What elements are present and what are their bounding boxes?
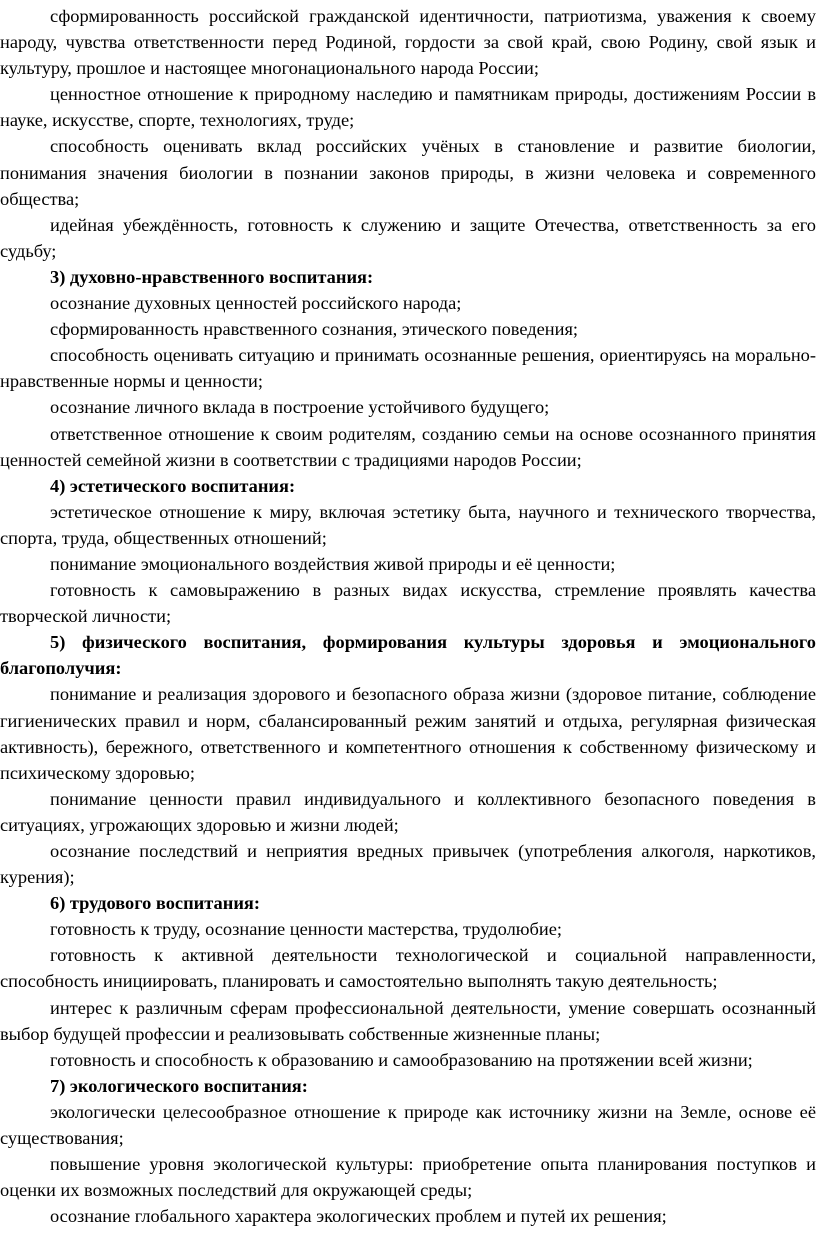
paragraph-career-choice: интерес к различным сферам профессиональной деятельности, умение совершать осознанный выбор будущей профессии и реализовывать собственные жизненные планы; [0,997,816,1044]
paragraph-global-problems: осознание глобального характера экологических проблем и путей их решения; [50,1206,667,1227]
paragraph-aesthetic-attitude: эстетическое отношение к миру, включая эстетику быта, научного и технического творчества, спорта, труда, общественных отношений; [0,501,816,548]
paragraph-civic-identity: сформированность российской гражданской идентичности, патриотизма, уважения к своему народу, чувства ответственности перед Родиной, гордости за свой край, свою Родину, свой язык и культуру, прошлое и настоящее многонационального народа России; [0,6,816,79]
paragraph-family-values: ответственное отношение к своим родителям, созданию семьи на основе осознанного принятия ценностей семейной жизни в соответствии с традициями народов России; [0,423,816,470]
paragraph-natural-heritage: ценностное отношение к природному наследию и памятникам природы, достижениям России в науке, искусстве, спорте, технологиях, труде; [0,84,816,131]
paragraph-bad-habits: осознание последствий и неприятия вредных привычек (употребления алкоголя, наркотиков, курения); [0,841,816,888]
paragraph-scientists-contribution: способность оценивать вклад российских учёных в становление и развитие биологии, понимания значения биологии в познании законов природы, в жизни человека и современного общества; [0,136,816,209]
paragraph-self-expression: готовность к самовыражению в разных видах искусства, стремление проявлять качества творческой личности; [0,580,816,627]
paragraph-active-activity: готовность к активной деятельности технологической и социальной направленности, способность инициировать, планировать и самостоятельно выполнять такую деятельность; [0,945,816,992]
section-heading-labor: 6) трудового воспитания: [50,893,261,914]
paragraph-informed-decisions: способность оценивать ситуацию и принимать осознанные решения, ориентируясь на морально-нравственные нормы и ценности; [0,345,816,392]
paragraph-ecological-culture: повышение уровня экологической культуры: приобретение опыта планирования поступков и оценки их возможных последствий для окружающей среды; [0,1154,816,1201]
paragraph-attitude-to-nature: экологически целесообразное отношение к природе как источнику жизни на Земле, основе её существования; [0,1101,816,1149]
paragraph-serving-fatherland: идейная убеждённость, готовность к служению и защите Отечества, ответственность за его судьбу; [0,214,816,261]
paragraph-spiritual-values: осознание духовных ценностей российского народа; [50,293,462,314]
section-heading-spiritual-moral: 3) духовно-нравственного воспитания: [50,266,374,287]
paragraph-safe-behavior: понимание ценности правил индивидуального и коллективного безопасного поведения в ситуациях, угрожающих здоровью и жизни людей; [0,788,816,835]
paragraph-healthy-lifestyle: понимание и реализация здорового и безопасного образа жизни (здоровое питание, соблюдение гигиенических правил и норм, сбалансированный режим занятий и отдыха, регулярная физическая активность), бережного, ответственного и компетентного отношения к собственному физическому и психическому здоровью; [0,684,816,783]
paragraph-moral-consciousness: сформированность нравственного сознания, этического поведения; [50,319,579,340]
section-heading-aesthetic: 4) эстетического воспитания: [50,475,296,496]
section-heading-ecological: 7) экологического воспитания: [50,1075,308,1096]
paragraph-sustainable-future: осознание личного вклада в построение устойчивого будущего; [50,397,550,418]
section-heading-physical-health: 5) физического воспитания, формирования культуры здоровья и эмоционального благополучия: [0,632,816,679]
paragraph-emotional-impact-nature: понимание эмоционального воздействия живой природы и её ценности; [50,553,616,574]
paragraph-lifelong-learning: готовность и способность к образованию и самообразованию на протяжении всей жизни; [50,1049,753,1070]
paragraph-readiness-to-work: готовность к труду, осознание ценности мастерства, трудолюбие; [50,919,562,940]
